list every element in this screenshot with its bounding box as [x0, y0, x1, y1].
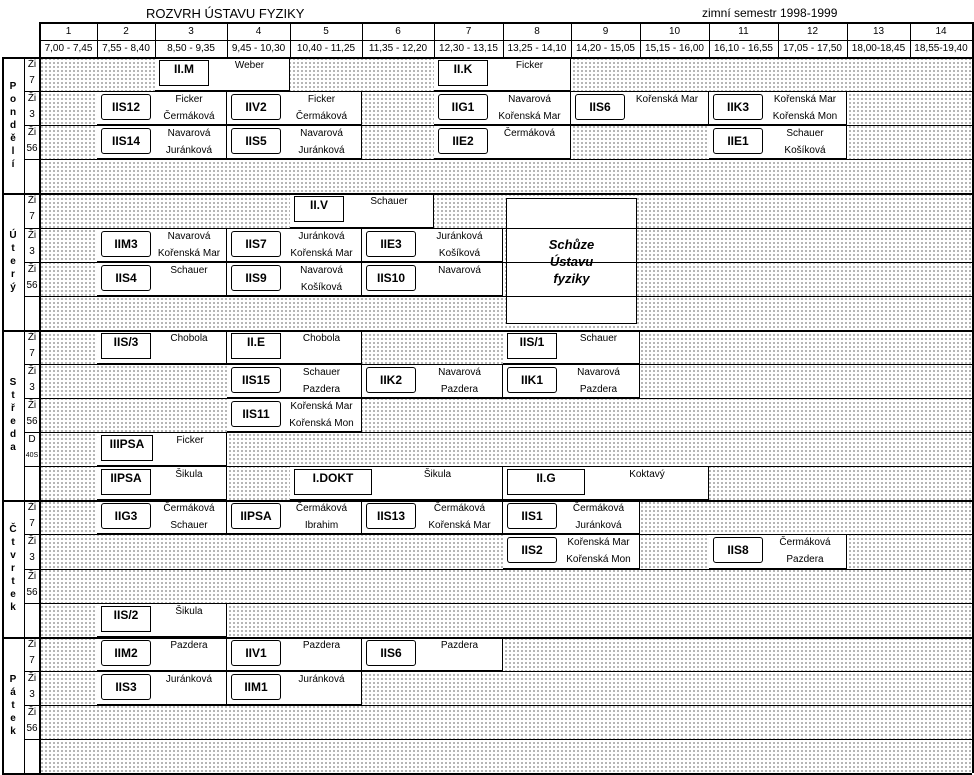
grid-line [24, 739, 972, 740]
lesson-code: II.M [159, 60, 209, 86]
period-number: 14 [935, 26, 947, 37]
teacher-name: Navarová [438, 265, 481, 276]
lesson-code: IIS12 [101, 94, 151, 120]
day-letter: ý [10, 282, 16, 293]
teacher-name: Juránková [575, 520, 622, 531]
teacher-name: Koktavý [629, 469, 665, 480]
period-time: 17,05 - 17,50 [783, 43, 842, 54]
teacher-name: Čermáková [295, 111, 348, 122]
period-number: 9 [602, 26, 609, 37]
lesson-code: I.DOKT [294, 469, 372, 495]
lesson-code: IIPSA [231, 503, 281, 529]
lesson-code: IIS6 [575, 94, 625, 120]
teacher-name: Ficker [515, 60, 544, 71]
lesson-code: IIS15 [231, 367, 281, 393]
period-number: 7 [465, 26, 472, 37]
teacher-name: Šikula [175, 606, 203, 617]
day-label [2, 637, 24, 773]
grid-line [2, 500, 972, 502]
lesson-code: II.G [507, 469, 585, 495]
day-label [2, 500, 24, 637]
day-letter: v [10, 550, 16, 561]
grid-line [24, 569, 972, 570]
teacher-name: Košíková [438, 248, 481, 259]
group-number: 56 [26, 587, 38, 598]
teacher-name: Kořenská Mon [566, 554, 631, 565]
teacher-name: Schauer [579, 333, 618, 344]
day-letter: d [9, 119, 17, 131]
group-label: Ži [27, 673, 37, 684]
teacher-name: Juránková [165, 674, 213, 685]
lesson-code: IIS10 [366, 265, 416, 291]
group-label: Ži [27, 93, 37, 104]
period-number: 10 [668, 26, 681, 37]
teacher-name: Košíková [784, 145, 826, 156]
day-letter: t [11, 537, 15, 548]
day-letter: n [9, 106, 17, 118]
grid-line [571, 22, 572, 57]
lesson-code: IIV2 [231, 94, 281, 120]
period-time: 11,35 - 12,20 [368, 43, 428, 54]
teacher-name: Navarová [300, 128, 343, 139]
group-label: Ži [27, 264, 37, 275]
grid-line [503, 22, 504, 57]
teacher-name: Navarová [577, 367, 620, 378]
lesson-code: IIS3 [101, 674, 151, 700]
day-letter: r [11, 269, 15, 280]
teacher-name: Ficker [307, 94, 336, 105]
day-letter: e [10, 256, 16, 267]
group-number: 3 [29, 382, 35, 393]
group-number: 7 [29, 75, 35, 86]
lesson-code: IIS7 [231, 231, 281, 257]
lesson-code: II.V [294, 196, 344, 222]
period-time: 15,15 - 16,00 [645, 43, 704, 54]
teacher-name: Čermáková [572, 503, 625, 514]
period-time: 7,00 - 7,45 [44, 43, 93, 54]
grid-line [227, 22, 228, 57]
teacher-name: Navarová [167, 128, 211, 139]
lesson-code: IIS/1 [507, 333, 557, 359]
period-number: 5 [323, 26, 329, 37]
teacher-name: Schauer [302, 367, 341, 378]
lesson-code: IIG3 [101, 503, 151, 529]
teacher-name: Čermáková [503, 128, 556, 139]
grid-line [39, 22, 973, 24]
group-label: Ži [27, 230, 37, 241]
teacher-name: Ibrahim [304, 520, 339, 531]
teacher-name: Kořenská Mon [772, 111, 838, 122]
teacher-name: Kořenská Mar [428, 520, 491, 531]
group-number: 40S [25, 452, 39, 459]
period-number: 1 [65, 26, 72, 37]
day-letter: t [11, 576, 15, 587]
period-time: 12,30 - 13,15 [439, 43, 498, 54]
lesson-code: IIS6 [366, 640, 416, 666]
teacher-name: Pazdera [302, 640, 341, 651]
grid-line [24, 364, 972, 365]
day-letter: d [9, 429, 17, 440]
teacher-name: Weber [234, 60, 265, 71]
period-number: 3 [188, 26, 194, 37]
group-number: 56 [26, 280, 38, 291]
teacher-name: Schauer [786, 128, 824, 139]
teacher-name: Pazdera [786, 554, 824, 565]
group-label: Ži [27, 536, 37, 547]
group-number: 3 [29, 552, 35, 563]
teacher-name: Čermáková [779, 537, 831, 548]
page-title: ROZVRH ÚSTAVU FYZIKY [146, 6, 305, 21]
teacher-name: Ficker [175, 94, 203, 105]
day-label [2, 193, 24, 330]
teacher-name: Navarová [508, 94, 551, 105]
lesson-code: IIK1 [507, 367, 557, 393]
teacher-name: Čermáková [433, 503, 486, 514]
period-number: 12 [806, 26, 819, 37]
teacher-name: Kořenská Mar [773, 94, 837, 105]
teacher-name: Juránková [436, 231, 483, 242]
grid-line [2, 330, 972, 332]
grid-line [24, 671, 972, 672]
lesson-code: IIS5 [231, 128, 281, 154]
day-letter: í [11, 158, 15, 170]
day-letter: ř [11, 403, 15, 414]
grid-line [97, 22, 98, 57]
group-label: Ži [27, 502, 37, 513]
lesson-code: IIV1 [231, 640, 281, 666]
group-number: 3 [29, 246, 35, 257]
teacher-name: Navarová [300, 265, 343, 276]
teacher-name: Kořenská Mar [567, 537, 630, 548]
day-letter: t [11, 243, 15, 254]
lesson-code: IIS2 [507, 537, 557, 563]
teacher-name: Navarová [167, 231, 211, 242]
day-letter: k [10, 602, 16, 613]
group-label: Ži [27, 366, 37, 377]
day-letter: k [10, 725, 16, 737]
teacher-name: Košíková [300, 282, 343, 293]
period-number: 11 [738, 26, 749, 37]
grid-line [40, 40, 972, 41]
group-number: 3 [29, 109, 35, 120]
teacher-name: Pazdera [302, 384, 341, 395]
teacher-name: Šikula [175, 469, 203, 480]
group-number: 7 [29, 518, 35, 529]
lesson-code: IIM3 [101, 231, 151, 257]
period-time: 10,40 - 11,25 [296, 43, 356, 54]
day-letter: a [10, 442, 16, 453]
group-number: 56 [26, 723, 38, 734]
lesson-code: IIS8 [713, 537, 763, 563]
group-label: Ži [27, 332, 37, 343]
grid-line [24, 228, 972, 229]
group-label: Ži [27, 127, 37, 138]
group-label: Ži [27, 707, 37, 718]
grid-line [910, 22, 911, 57]
day-letter: Č [9, 524, 17, 535]
teacher-name: Chobola [170, 333, 208, 344]
day-letter: P [9, 80, 17, 92]
meeting-block[interactable]: Schůze Ústavu fyziky [506, 198, 637, 324]
lesson-code: II.E [231, 333, 281, 359]
day-letter: o [9, 93, 17, 105]
grid-line [39, 22, 41, 773]
grid-line [362, 22, 363, 57]
period-time: 18,55-19,40 [914, 43, 968, 54]
day-letter: t [11, 390, 15, 401]
period-time: 13,25 - 14,10 [507, 43, 567, 54]
day-letter: e [10, 712, 16, 724]
grid-line [24, 398, 972, 399]
grid-line [778, 22, 779, 57]
lesson-code: IIS9 [231, 265, 281, 291]
grid-line [24, 603, 972, 604]
group-number: 7 [29, 655, 35, 666]
grid-line [2, 57, 972, 59]
grid-line [24, 296, 972, 297]
group-label: Ži [27, 59, 37, 70]
day-label [2, 330, 24, 500]
period-time: 16,10 - 16,55 [714, 43, 773, 54]
teacher-name: Juránková [298, 674, 345, 685]
day-letter: l [11, 145, 15, 157]
teacher-name: Juránková [165, 145, 213, 156]
lesson-code: IIE1 [713, 128, 763, 154]
day-letter: ě [10, 132, 16, 144]
lesson-code: IIK2 [366, 367, 416, 393]
teacher-name: Kořenská Mar [498, 111, 561, 122]
grid-line [24, 705, 972, 706]
lesson-code: IIIPSA [101, 435, 153, 461]
period-time: 14,20 - 15,05 [576, 43, 635, 54]
group-number: 7 [29, 211, 35, 222]
teacher-name: Chobola [302, 333, 341, 344]
grid-line [24, 466, 972, 467]
day-letter: S [9, 377, 17, 388]
period-number: 13 [872, 26, 885, 37]
lesson-code: IIM2 [101, 640, 151, 666]
grid-line [24, 125, 972, 126]
teacher-name: Kořenská Mar [290, 401, 353, 412]
lesson-code: IIS14 [101, 128, 151, 154]
teacher-name: Pazdera [579, 384, 618, 395]
lesson-code: IIE2 [438, 128, 488, 154]
teacher-name: Čermáková [163, 503, 215, 514]
day-letter: P [9, 673, 17, 685]
grid-line [434, 22, 435, 57]
teacher-name: Juránková [298, 231, 345, 242]
period-number: 6 [395, 26, 401, 37]
lesson-code: IIE3 [366, 231, 416, 257]
grid-line [290, 22, 291, 57]
lesson-code: IIG1 [438, 94, 488, 120]
grid-line [24, 534, 972, 535]
group-number: 56 [26, 416, 38, 427]
period-number: 4 [255, 26, 262, 37]
teacher-name: Kořenská Mar [290, 248, 353, 259]
grid-line [847, 22, 848, 57]
lesson-code: IIS11 [231, 401, 281, 427]
grid-line [24, 91, 972, 92]
day-letter: e [10, 416, 16, 427]
grid-line [24, 262, 972, 263]
teacher-name: Čermáková [295, 503, 348, 514]
day-letter: r [11, 563, 15, 574]
teacher-name: Čermáková [163, 111, 215, 122]
lesson-code: IIPSA [101, 469, 151, 495]
lesson-code: IIS/3 [101, 333, 151, 359]
teacher-name: Pazdera [170, 640, 208, 651]
period-time: 9,45 - 10,30 [231, 43, 286, 54]
period-time: 8,50 - 9,35 [167, 43, 215, 54]
teacher-name: Schauer [170, 520, 208, 531]
day-letter: e [10, 589, 16, 600]
teacher-name: Pazdera [440, 640, 479, 651]
grid-line [709, 22, 710, 57]
teacher-name: Ficker [176, 435, 204, 446]
semester-label: zimní semestr 1998-1999 [702, 6, 838, 20]
teacher-name: Navarová [438, 367, 481, 378]
day-letter: á [10, 686, 16, 698]
teacher-name: Pazdera [440, 384, 479, 395]
teacher-name: Juránková [298, 145, 345, 156]
group-number: 3 [29, 689, 35, 700]
lesson-code: IIS13 [366, 503, 416, 529]
group-number: 56 [26, 143, 38, 154]
period-time: 18,00-18,45 [851, 43, 906, 54]
teacher-name: Kořenská Mar [635, 94, 699, 105]
grid-line [2, 57, 4, 773]
lesson-code: II.K [438, 60, 488, 86]
group-label: Ži [27, 400, 37, 411]
lesson-code: IIS1 [507, 503, 557, 529]
period-number: 8 [534, 26, 540, 37]
grid-line [24, 159, 972, 160]
lesson-code: IIK3 [713, 94, 763, 120]
period-time: 7,55 - 8,40 [102, 43, 150, 54]
day-label [2, 57, 24, 193]
group-label: Ži [27, 571, 37, 582]
group-label: Ži [27, 195, 37, 206]
teacher-name: Schauer [170, 265, 208, 276]
lesson-code: IIS4 [101, 265, 151, 291]
lesson-code: IIS/2 [101, 606, 151, 632]
teacher-name: Kořenská Mon [289, 418, 354, 429]
group-label: D [28, 434, 36, 445]
grid-line [2, 637, 972, 639]
teacher-name: Schauer [370, 196, 408, 207]
lesson-code: IIM1 [231, 674, 281, 700]
grid-line [2, 193, 972, 195]
group-number: 7 [29, 348, 35, 359]
teacher-name: Kořenská Mar [157, 248, 221, 259]
grid-line [155, 22, 156, 57]
group-label: Ži [27, 639, 37, 650]
period-number: 2 [123, 26, 129, 37]
grid-line [24, 432, 972, 433]
grid-line [640, 22, 641, 57]
day-letter: Ú [9, 230, 17, 241]
grid-line [24, 57, 25, 773]
day-letter: t [11, 699, 15, 711]
teacher-name: Šikula [423, 469, 452, 480]
